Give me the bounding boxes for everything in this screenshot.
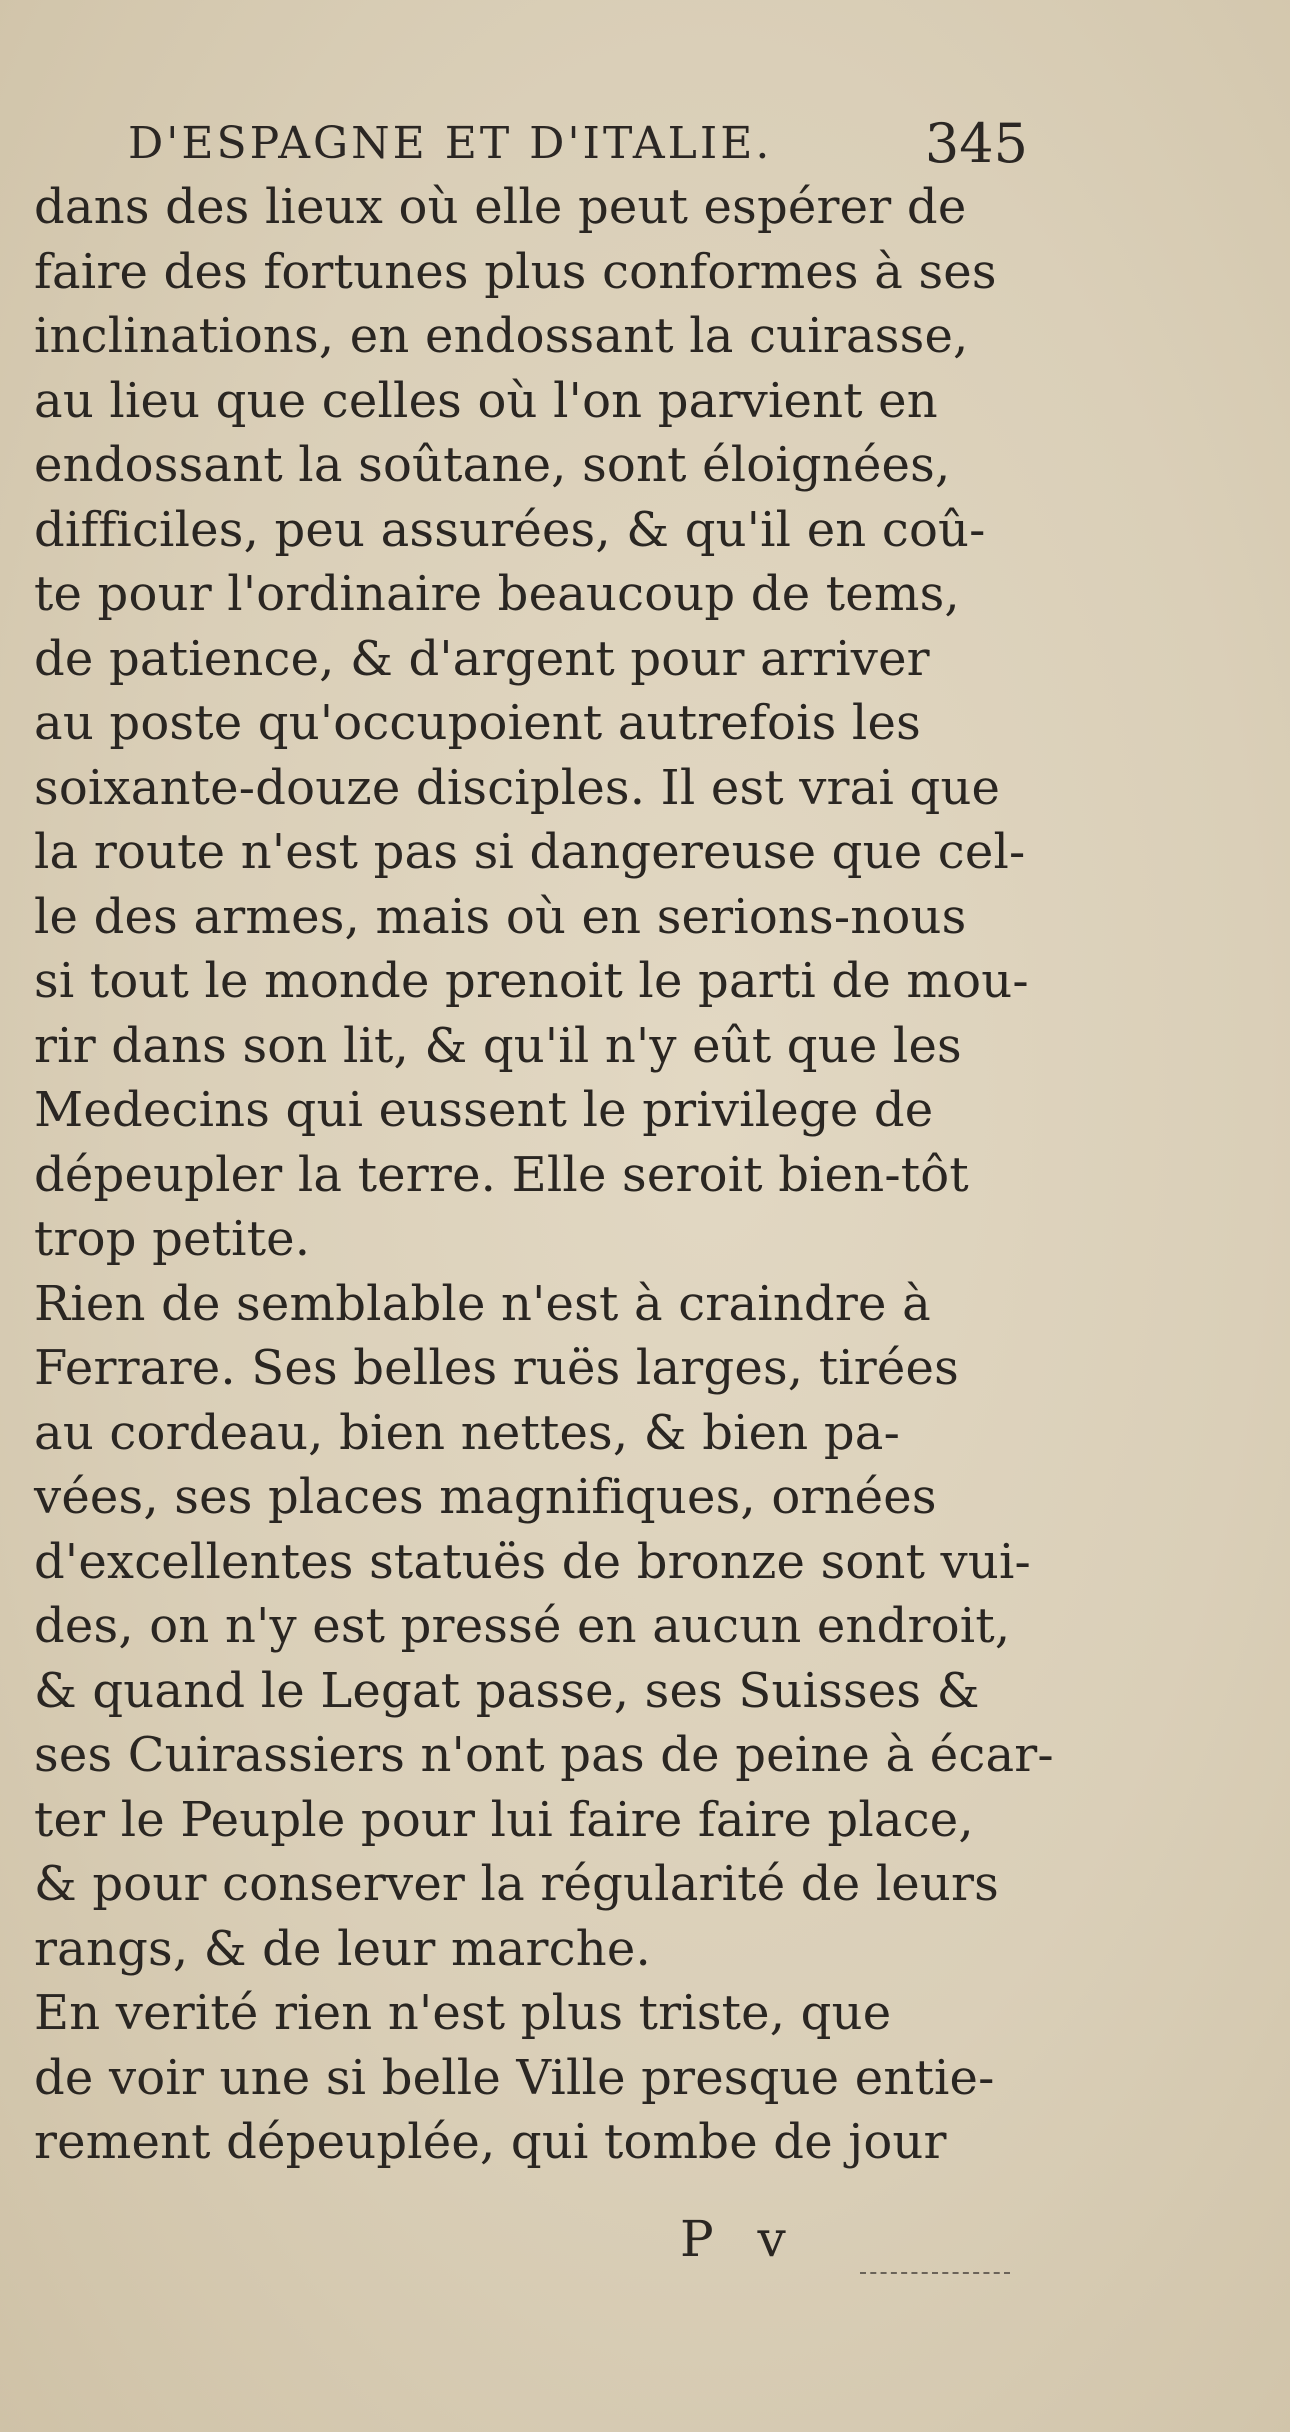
text-line: ses Cuirassiers n'ont pas de peine à écar- bbox=[34, 1727, 1054, 1783]
text-line: ter le Peuple pour lui faire faire place, bbox=[34, 1791, 974, 1848]
text-line: dépeupler la terre. Elle seroit bien-tôt bbox=[34, 1146, 969, 1203]
text-line: faire des fortunes plus conformes à ses bbox=[34, 243, 997, 300]
text-line: d'excellentes statuës de bronze sont vui- bbox=[34, 1533, 1031, 1590]
page-number: 345 bbox=[924, 112, 1028, 175]
text-line: endossant la soûtane, sont éloignées, bbox=[34, 437, 951, 493]
text-line: de patience, & d'argent pour arriver bbox=[34, 630, 930, 687]
text-line: si tout le monde prenoit le parti de mou- bbox=[34, 953, 1029, 1009]
text-line: dans des lieux où elle peut espérer de bbox=[34, 179, 967, 235]
text-line: des, on n'y est pressé en aucun endroit, bbox=[34, 1598, 1011, 1654]
text-line: Ferrare. Ses belles ruës larges, tirées bbox=[34, 1340, 959, 1396]
text-line: te pour l'ordinaire beaucoup de tems, bbox=[34, 566, 960, 622]
text-line: Medecins qui eussent le privilege de bbox=[34, 1082, 934, 1138]
text-line: de voir une si belle Ville presque entie- bbox=[34, 2049, 995, 2106]
signature-mark: P v bbox=[680, 2210, 800, 2268]
paragraph-start-line: En verité rien n'est plus triste, que bbox=[34, 1985, 892, 2041]
text-line: vées, ses places magnifiques, ornées bbox=[34, 1469, 937, 1525]
text-line: inclinations, en endossant la cuirasse, bbox=[34, 308, 969, 364]
text-line: le des armes, mais où en serions-nous bbox=[34, 888, 967, 945]
text-line: rir dans son lit, & qu'il n'y eût que les bbox=[34, 1017, 962, 1074]
footer-rule bbox=[860, 2272, 1010, 2274]
text-line: soixante-douze disciples. Il est vrai que bbox=[34, 759, 1001, 816]
text-line: au lieu que celles où l'on parvient en bbox=[34, 372, 938, 429]
text-line: au poste qu'occupoient autrefois les bbox=[34, 695, 921, 751]
text-line: trop petite. bbox=[34, 1211, 311, 1267]
text-line: rangs, & de leur marche. bbox=[34, 1920, 651, 1977]
text-line: rement dépeuplée, qui tombe de jour bbox=[34, 2114, 947, 2170]
text-line: difficiles, peu assurées, & qu'il en coû- bbox=[34, 501, 986, 558]
text-line: & quand le Legat passe, ses Suisses & bbox=[34, 1662, 980, 1719]
text-line: & pour conserver la régularité de leurs bbox=[34, 1856, 1000, 1912]
text-line: la route n'est pas si dangereuse que cel- bbox=[34, 824, 1026, 880]
running-head: D'ESPAGNE ET D'ITALIE. bbox=[128, 118, 773, 169]
paragraph-start-line: Rien de semblable n'est à craindre à bbox=[34, 1275, 931, 1332]
text-line: au cordeau, bien nettes, & bien pa- bbox=[34, 1404, 901, 1461]
body-text bbox=[34, 175, 1054, 2175]
